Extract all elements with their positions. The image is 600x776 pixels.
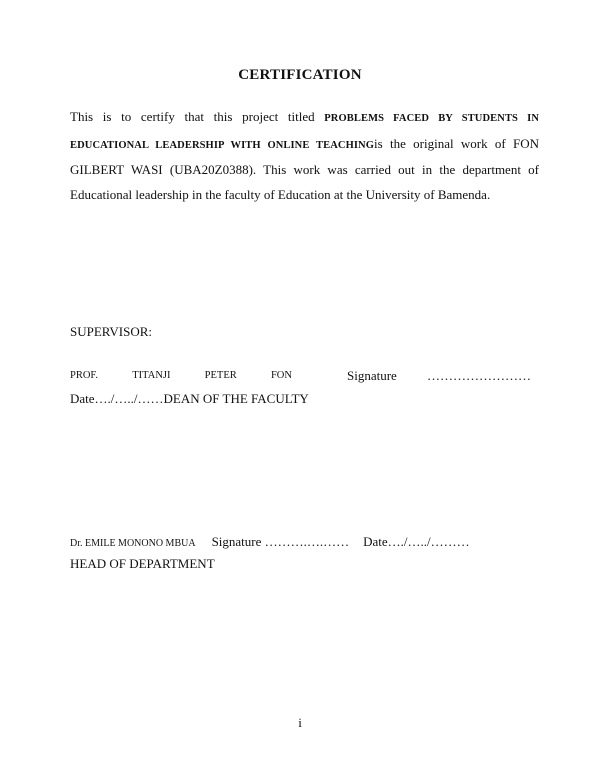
supervisor-date: Date…./…../…… [70, 391, 164, 406]
supervisor-name [70, 370, 292, 381]
project-title: PROBLEMS FACED BY STUDENTS IN EDUCATIONAL LEADERSHIP WITH ONLINE TEACHING [70, 113, 540, 151]
supervisor-date-role-line [70, 391, 309, 407]
hod-date: Date…./…../……… [363, 534, 470, 549]
supervisor-name-part: PROF. [70, 370, 99, 381]
page-number: i [298, 715, 302, 730]
paragraph-rest: is the original work of FON GILBERT WASI (UBA20Z0388). This work was carried out in the department of Educational leadership in the faculty of Education at the University of Bamenda. [70, 135, 539, 202]
hod-name: Dr. EMILE MONONO MBUA [70, 538, 196, 549]
supervisor-signature-label: Signature [347, 368, 397, 383]
supervisor-name-part: FON [270, 370, 292, 381]
certification-paragraph [70, 105, 539, 207]
hod-role: HEAD OF DEPARTMENT [70, 556, 215, 571]
paragraph-intro: This is to certify that this project titled [70, 109, 325, 124]
hod-signature: Signature ……….….…… [211, 534, 350, 549]
supervisor-name-part: TITANJI [132, 370, 171, 381]
supervisor-role: DEAN OF THE FACULTY [163, 391, 309, 406]
supervisor-label: SUPERVISOR: [70, 324, 153, 339]
page-title: CERTIFICATION [238, 67, 362, 83]
hod-signature-line [70, 534, 470, 550]
supervisor-signature-dots: …………………… [427, 368, 531, 383]
supervisor-name-part: PETER [204, 370, 237, 381]
